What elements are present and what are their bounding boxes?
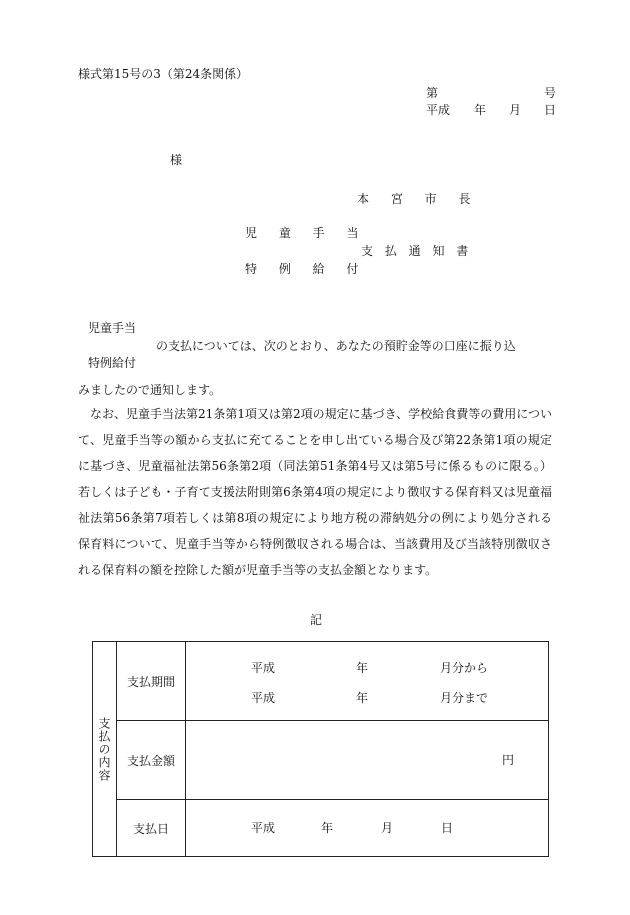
date-label: 支払日: [132, 821, 169, 836]
amount-yen: 円: [502, 753, 515, 767]
period-from-month: 月分から: [440, 661, 489, 675]
period-from-era: 平成: [251, 661, 276, 675]
period-from-year: 年: [356, 661, 369, 675]
amount-value-cell: [186, 721, 549, 800]
body-line-1: の支払については、次のとおり、あなたの預貯金等の口座に振り込: [156, 339, 516, 353]
period-label: 支払期間: [126, 674, 175, 689]
date-label-cell: [117, 800, 186, 857]
period-label-cell: [117, 642, 186, 721]
document-title: 支 払 通 知 書: [361, 244, 473, 258]
title-option-child-allowance: 児 童 手 当: [245, 226, 368, 240]
period-to-year: 年: [356, 691, 369, 705]
period-value-cell: [186, 642, 549, 721]
doc-number-prefix: 第: [426, 86, 439, 100]
sender-title: 本 宮 市 長: [357, 192, 480, 206]
ki-heading: 記: [310, 613, 323, 627]
period-to-month: 月分まで: [440, 691, 489, 705]
payment-date-year: 年: [321, 821, 334, 835]
payment-date-era: 平成: [251, 821, 276, 835]
title-option-special-benefit: 特 例 給 付: [245, 262, 368, 276]
body-paragraph: なお、児童手当法第21条第1項又は第2項の規定に基づき、学校給食費等の費用について、児童手当等の額から支払に充てることを申し出ている場合及び第22条第1項の規定に基づき、児童福祉法第56条第2項（同法第51条第4号又は第5号に係るものに限る。）若しくは子ども・子育て支援法附則第6条第4項の規定により徴収する保育料又は児童福祉法第56条第7項若しくは第8項の規定により地方税の滞納処分の例により処分される保育料について、児童手当等から特例徴収される場合は、当該費用及び当該特別徴収される保育料の額を控除した額が児童手当等の支払金額となります。: [78, 407, 552, 577]
section-label-cell: [93, 642, 117, 857]
body-line-2: みましたので通知します。: [78, 383, 222, 397]
issue-date-month: 月: [509, 103, 522, 117]
section-label: 支払の内容: [97, 716, 111, 782]
issue-date-year: 年: [474, 103, 487, 117]
payment-date-month: 月: [381, 821, 394, 835]
body-choice-special-benefit: 特例給付: [88, 356, 137, 370]
period-to-era: 平成: [251, 691, 276, 705]
amount-label-cell: [117, 721, 186, 800]
recipient-honorific: 様: [170, 153, 183, 167]
issue-date-era: 平成: [426, 103, 451, 117]
body-choice-child-allowance: 児童手当: [88, 321, 137, 335]
issue-date-day: 日: [544, 103, 557, 117]
payment-details-table: [92, 641, 549, 857]
payment-date-day: 日: [441, 821, 454, 835]
form-id: 様式第15号の3（第24条関係）: [78, 67, 249, 81]
doc-number-suffix: 号: [544, 86, 557, 100]
date-value-cell: [186, 800, 549, 857]
amount-label: 支払金額: [126, 753, 175, 768]
